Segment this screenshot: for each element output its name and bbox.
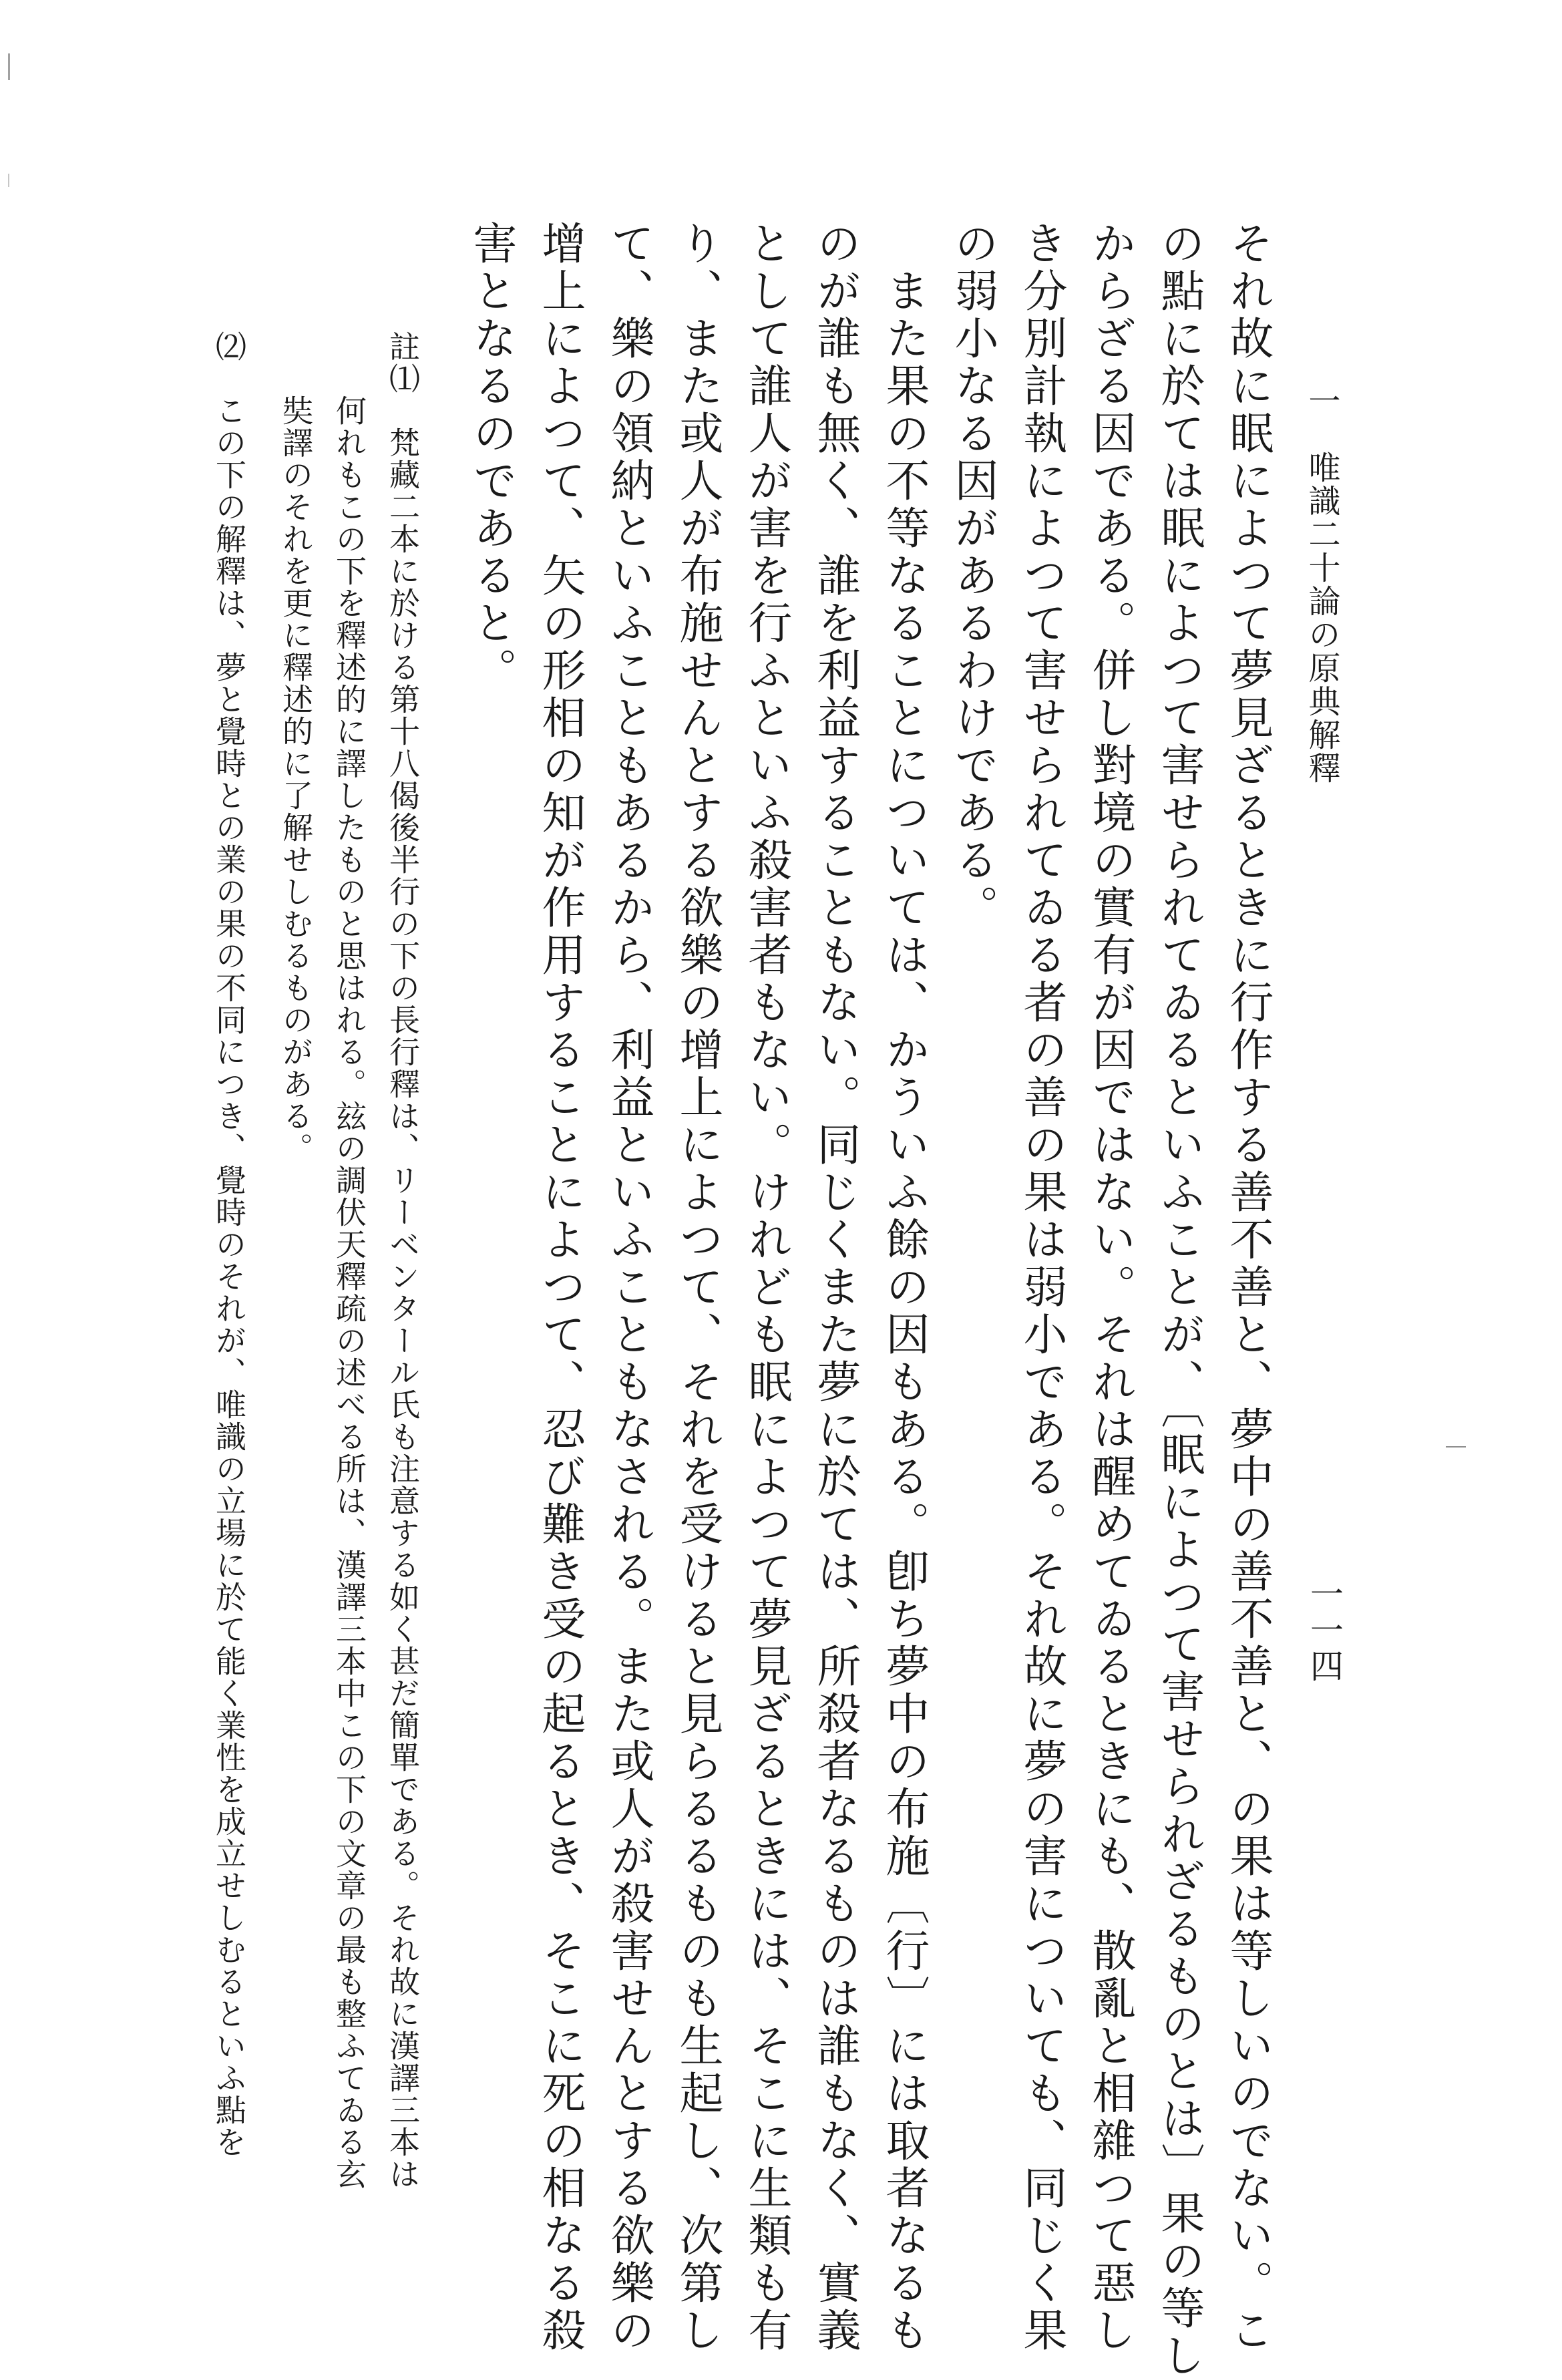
note-line-3: 奘譯のそれを更に釋述的に了解せしむるものがある。 <box>278 331 314 1164</box>
body-line-2: の點に於ては眠によつて害せられてゐるといふことが、〔眠によつて害せられざるものとは〕果の等し <box>1153 220 1205 2380</box>
body-line-11: 增上によつて、矢の形相の知が作用することによつて、忍び難き受の起るとき、そこに死の相なる殺 <box>534 220 586 2355</box>
body-line-9: り、また或人が布施せんとする欲樂の增上によつて、それを受けると見らるるものも生起し、次第し <box>672 220 723 2355</box>
body-line-7: のが誰も無く、誰を利益することもない。同じくまた夢に於ては、所殺者なるものは誰もなく、實義 <box>809 220 861 2355</box>
scan-edge-mark <box>8 174 9 187</box>
page-number: 一一四 <box>1305 1576 1344 1685</box>
body-line-5: の弱小なる因があるわけである。 <box>947 220 998 932</box>
note-line-4: ⑵ この下の解釋は、夢と覺時との業の果の不同につき、覺時のそれが、唯識の立場に於て能く業性を成立せしむるといふ點を <box>211 331 247 2158</box>
note-line-1: 註⑴ 梵藏二本に於ける第十八偈後半行の下の長行釋は、リーベンタール氏も注意する如く甚だ簡單である。それ故に漢譯三本は <box>385 331 421 2190</box>
scan-edge-mark <box>8 53 10 80</box>
body-line-3: からざる因である。併し對境の實有が因ではない。それは醒めてゐるときにも、散亂と相雜つて惡し <box>1085 220 1136 2355</box>
body-line-10: て、樂の領納といふこともあるから、利益といふこともなされる。また或人が殺害せんとする欲樂の <box>603 220 654 2355</box>
body-line-12: 害となるのであると。 <box>465 220 517 695</box>
body-line-8: として誰人が害を行ふといふ殺害者もない。けれども眠によつて夢見ざるときには、そこに生類も有 <box>741 220 792 2355</box>
note-line-2: 何れもこの下を釋述的に譯したものと思はれる。玆の調伏天釋疏の述べる所は、漢譯三本中この下の文章の最も整ふてゐる玄 <box>331 331 367 2190</box>
body-line-4: き分別計執によつて害せられてゐる者の善の果は弱小である。それ故に夢の害についても、同じく果 <box>1016 220 1067 2355</box>
body-line-6: また果の不等なることについては、かういふ餘の因もある。卽ち夢中の布施〔行〕には取者なるも <box>878 220 930 2355</box>
body-line-1: それ故に眠によつて夢見ざるときに行作する善不善と、夢中の善不善と、の果は等しいのでない。こ <box>1222 220 1274 2355</box>
scan-dash-mark <box>1446 1446 1466 1448</box>
running-title: 一 唯識二十論の原典解釋 <box>1303 384 1340 785</box>
